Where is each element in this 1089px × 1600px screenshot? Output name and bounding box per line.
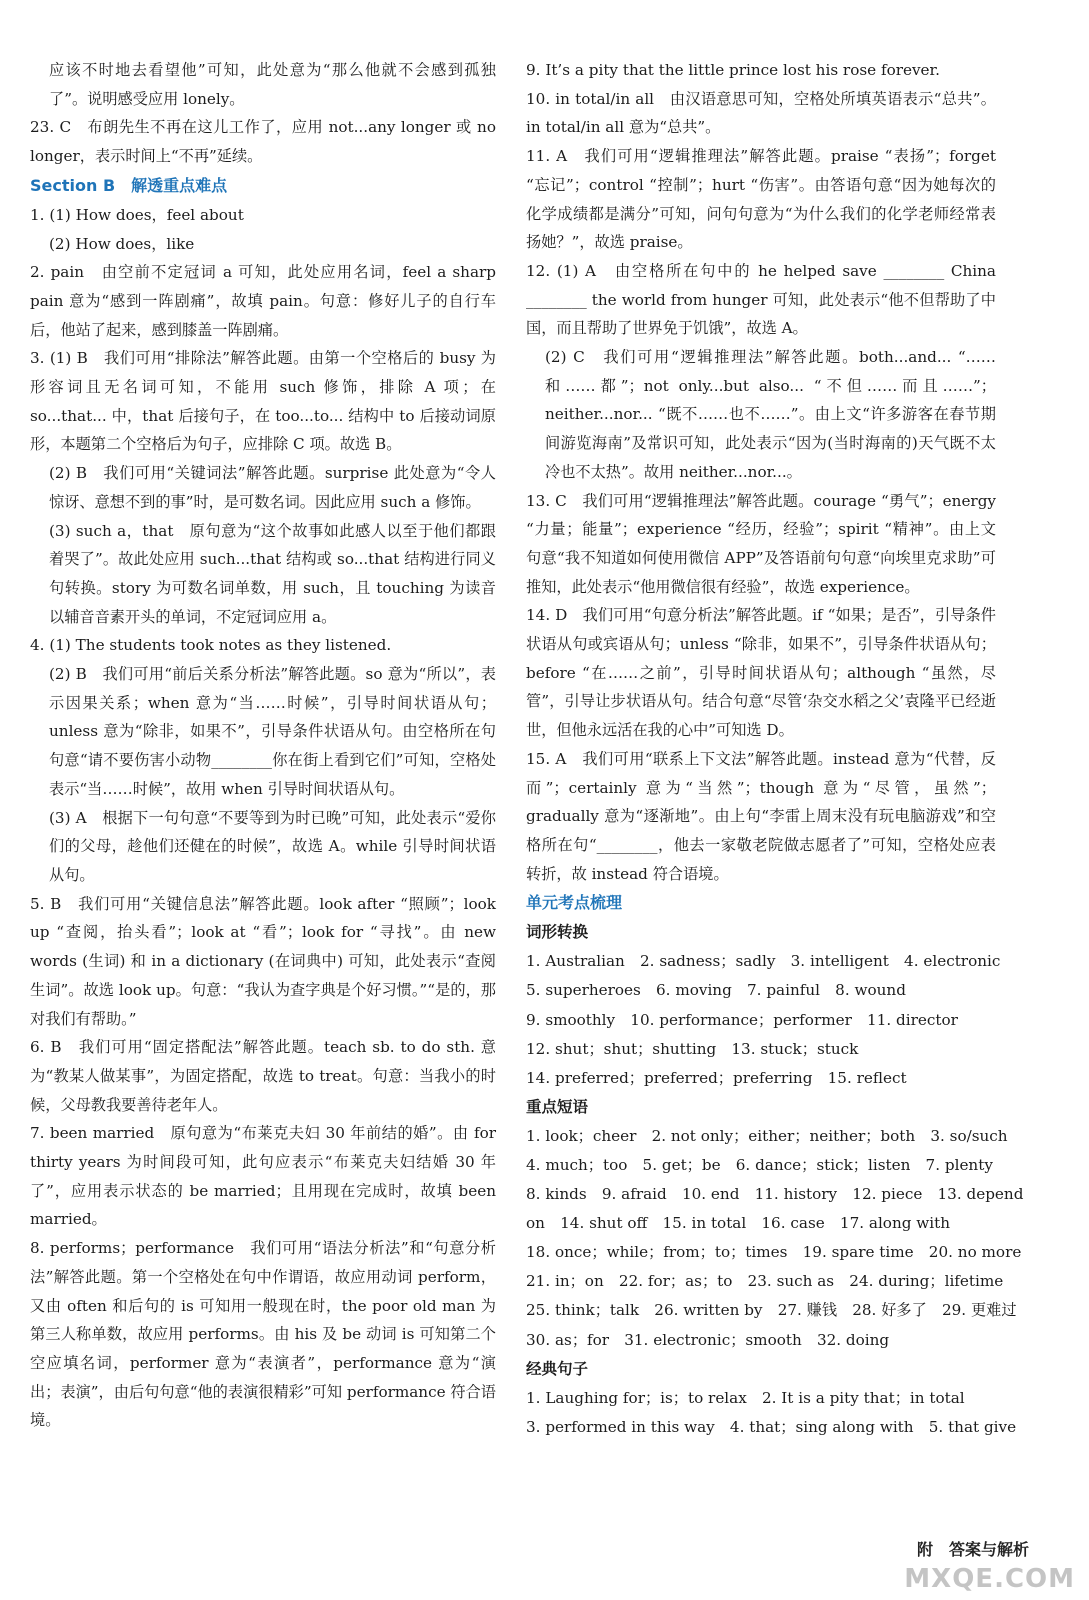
answer-paragraph: (2) How does，like bbox=[49, 234, 195, 253]
answer-paragraph: on 14. shut off 15. in total 16. case 17. along with bbox=[526, 1214, 951, 1233]
watermark: MXQE.COM bbox=[904, 1564, 1075, 1594]
answer-paragraph: 1. (1) How does，feel about bbox=[30, 205, 244, 224]
answer-paragraph: 21. in；on 22. for；as；to 23. such as 24. during；lifetime bbox=[526, 1272, 1004, 1291]
answer-paragraph: 14. preferred；preferred；preferring 15. reflect bbox=[526, 1068, 907, 1087]
answer-paragraph: 6. B 我们可用“固定搭配法”解答此题。teach sb. to do sth. 意为“教某人做某事”，为固定搭配，故选 to treat。句意：当我小的时候，父母教我要善待老年人。 bbox=[30, 1038, 496, 1114]
answer-paragraph: 30. as；for 31. electronic；smooth 32. doing bbox=[526, 1330, 890, 1349]
section-heading: Section B 解透重点难点 bbox=[30, 175, 228, 195]
answer-paragraph: 11. A 我们可用“逻辑推理法”解答此题。praise “表扬”；forget “忘记”；control “控制”；hurt “伤害”。由答语句意“因为她每次的化学成绩都是满分”可知，问句句意为“为什么我们的化学老师经常表扬她？”，故选 praise。 bbox=[526, 147, 996, 252]
answer-paragraph: 5. B 我们可用“关键信息法”解答此题。look after “照顾”；look up “查阅，抬头看”；look at “看”；look for “寻找”。由 new words (生词) 和 in a dictionary (在词典中) 可知，此处表示“查阅生词”。故选 look up。句意：“我认为查字典是个好习惯。”“是的，那对我们有帮助。” bbox=[30, 894, 496, 1028]
answer-paragraph: 12. (1) A 由空格所在句中的 he helped save ________ China ________ the world from hunger 可知，此处表示“他不但帮助了中国，而且帮助了世界免于饥饿”，故选 A。 bbox=[526, 261, 996, 338]
answer-paragraph: 3. performed in this way 4. that；sing along with 5. that give bbox=[526, 1417, 1017, 1436]
page-footer: 附 答案与解析 bbox=[916, 1540, 1029, 1559]
answer-paragraph: (2) B 我们可用“前后关系分析法”解答此题。so 意为“所以”，表示因果关系；when 意为“当……时候”，引导时间状语从句；unless 意为“除非，如果不”，引导条件状语从句。由空格所在句句意“请不要伤害小动物________你在街上看到它们”可知，空格处表示“当……时候”，故用 when 引导时间状语从句。 bbox=[49, 665, 496, 798]
section-heading: 词形转换 bbox=[526, 923, 589, 942]
right-column bbox=[526, 56, 1024, 1442]
answer-paragraph: 8. kinds 9. afraid 10. end 11. history 12. piece 13. depend bbox=[526, 1185, 1024, 1204]
answer-paragraph: 应该不时地去看望他”可知，此处意为“那么他就不会感到孤独了”。说明感受应用 lonely。 bbox=[49, 61, 496, 108]
answer-paragraph: (2) B 我们可用“关键词法”解答此题。surprise 此处意为“令人惊讶、意想不到的事”时，是可数名词。因此应用 such a 修饰。 bbox=[49, 464, 496, 511]
left-column bbox=[30, 56, 496, 1435]
answer-paragraph: 14. D 我们可用“句意分析法”解答此题。if “如果；是否”，引导条件状语从句或宾语从句；unless “除非，如果不”，引导条件状语从句；before “在……之前”，引导时间状语从句；although “虽然，尽管”，引导让步状语从句。结合句意“尽管‘杂交水稻之父’袁隆平已经逝世，但他永远活在我的心中”可知选 D。 bbox=[526, 606, 996, 740]
answer-paragraph: 10. in total/in all 由汉语意思可知，空格处所填英语表示“总共”。in total/in all 意为“总共”。 bbox=[526, 89, 996, 137]
answer-paragraph: 1. Laughing for；is；to relax 2. It is a pity that；in total bbox=[526, 1388, 965, 1407]
answer-paragraph: 4. (1) The students took notes as they listened. bbox=[30, 636, 392, 655]
answer-paragraph: 5. superheroes 6. moving 7. painful 8. wound bbox=[526, 981, 906, 1000]
answer-paragraph: 1. look；cheer 2. not only；either；neither；both 3. so/such bbox=[526, 1126, 1008, 1145]
answer-paragraph: 3. (1) B 我们可用“排除法”解答此题。由第一个空格后的 busy 为形容词且无名词可知，不能用 such 修饰，排除 A 项；在 so...that... 中，that 后接句子，在 too...to... 结构中 to 后接动词原形，本题第二个空格后为句子，应排除 C 项。故选 B。 bbox=[30, 349, 496, 454]
answer-paragraph: 8. performs；performance 我们可用“语法分析法”和“句意分析法”解答此题。第一个空格处在句中作谓语，故应用动词 perform，又由 often 和后句的 is 可知用一般现在时，the poor old man 为第三人称单数，故应用 performs。由 his 及 be 动词 is 可知第二个空应填名词，performer 意为“表演者”，performance 意为“演出；表演”，由后句句意“他的表演很精彩”可知 performance 符合语境。 bbox=[30, 1239, 496, 1430]
section-heading: 重点短语 bbox=[526, 1097, 589, 1116]
answer-paragraph: 23. C 布朗先生不再在这儿工作了，应用 not...any longer 或 no longer，表示时间上“不再”延续。 bbox=[30, 118, 496, 166]
section-heading: 单元考点梳理 bbox=[526, 893, 623, 913]
answer-paragraph: 25. think；talk 26. written by 27. 赚钱 28. 好多了 29. 更难过 bbox=[526, 1301, 1017, 1320]
section-heading: 经典句子 bbox=[526, 1359, 589, 1378]
answer-paragraph: 9. smoothly 10. performance；performer 11. director bbox=[526, 1010, 958, 1029]
answer-paragraph: (2) C 我们可用“逻辑推理法”解答此题。both...and... “……和……都”；not only...but also... “不但……而且……”；neither...nor... “既不……也不……”。由上文“许多游客在春节期间游览海南”及常识可知，此处表示“因为(当时海南的)天气既不太冷也不太热”。故用 neither...nor...。 bbox=[545, 348, 996, 481]
answer-paragraph: 2. pain 由空前不定冠词 a 可知，此处应用名词，feel a sharp pain 意为“感到一阵剧痛”，故填 pain。句意：修好儿子的自行车后，他站了起来，感到膝盖一阵剧痛。 bbox=[30, 263, 496, 339]
answer-paragraph: (3) A 根据下一句句意“不要等到为时已晚”可知，此处表示“爱你们的父母，趁他们还健在的时候”，故选 A。while 引导时间状语从句。 bbox=[49, 808, 496, 884]
answer-paragraph: 4. much；too 5. get；be 6. dance；stick；listen 7. plenty bbox=[526, 1155, 993, 1174]
answer-paragraph: 15. A 我们可用“联系上下文法”解答此题。instead 意为“代替，反而”；certainly 意为“当然”；though 意为“尽管，虽然”；gradually 意为“逐渐地”。由上句“李雷上周末没有玩电脑游戏”和空格所在句“________，他去一家敬老院做志愿者了”可知，空格处应表转折，故 instead 符合语境。 bbox=[526, 749, 996, 883]
answer-paragraph: 13. C 我们可用“逻辑推理法”解答此题。courage “勇气”；energy “力量；能量”；experience “经历，经验”；spirit “精神”。由上文句意“我不知道如何使用微信 APP”及答语前句句意“向埃里克求助”可推知，此处表示“他用微信很有经验”，故选 experience。 bbox=[526, 491, 996, 596]
answer-paragraph: 9. It’s a pity that the little prince lost his rose forever. bbox=[526, 61, 940, 79]
answer-paragraph: (3) such a，that 原句意为“这个故事如此感人以至于他们都跟着哭了”。故此处应用 such...that 结构或 so...that 结构进行同义句转换。story 为可数名词单数，用 such，且 touching 为读音以辅音音素开头的单词，不定冠词应用 a。 bbox=[49, 521, 496, 626]
answer-paragraph: 1. Australian 2. sadness；sadly 3. intelligent 4. electronic bbox=[526, 952, 1001, 971]
answer-paragraph: 12. shut；shut；shutting 13. stuck；stuck bbox=[526, 1039, 859, 1058]
answer-paragraph: 7. been married 原句意为“布莱克夫妇 30 年前结的婚”。由 for thirty years 为时间段可知，此句应表示“布莱克夫妇结婚 30 年了”，应用表示状态的 be married；且用现在完成时，故填 been married。 bbox=[30, 1124, 496, 1229]
answer-paragraph: 18. once；while；from；to；times 19. spare time 20. no more bbox=[526, 1243, 1022, 1262]
